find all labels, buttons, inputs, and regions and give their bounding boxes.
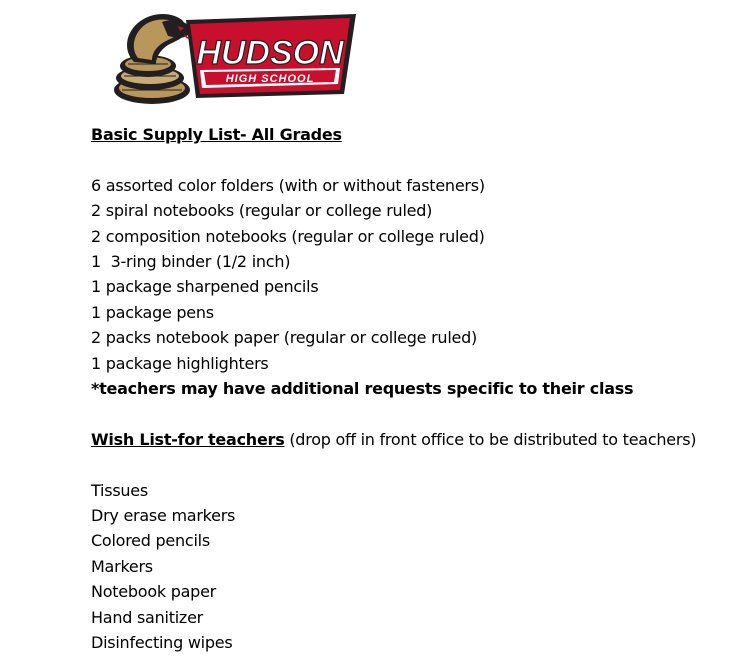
list-item: 6 assorted color folders (with or without fasteners)	[91, 175, 485, 195]
wish-list-heading: Wish List-for teachers	[91, 429, 285, 449]
hudson-logo	[112, 10, 358, 110]
list-item: Disinfecting wipes	[91, 633, 233, 653]
list-item: 1 package highlighters	[91, 353, 269, 373]
list-item: Hand sanitizer	[91, 607, 203, 627]
list-item: Notebook paper	[91, 582, 216, 602]
list-item: 1 package sharpened pencils	[91, 277, 319, 297]
list-item: 1 3-ring binder (1/2 inch)	[91, 252, 291, 272]
list-item: Tissues	[91, 480, 148, 500]
list-item: Dry erase markers	[91, 506, 236, 526]
list-item: Markers	[91, 556, 153, 576]
basic-supply-list	[91, 173, 738, 376]
list-item: 2 spiral notebooks (regular or college ruled)	[91, 201, 433, 221]
list-item: 1 package pens	[91, 302, 214, 322]
cobra-icon	[114, 14, 192, 104]
list-item: 2 packs notebook paper (regular or college ruled)	[91, 328, 478, 348]
cobra-logo-graphic	[112, 10, 358, 110]
basic-list-heading: Basic Supply List- All Grades	[91, 125, 342, 144]
wish-list-subtext: (drop off in front office to be distributed to teachers)	[289, 429, 697, 449]
list-item: Colored pencils	[91, 531, 210, 551]
teacher-note: *teachers may have additional requests specific to their class	[91, 379, 634, 399]
logo-subtitle: HIGH SCHOOL	[225, 73, 315, 85]
logo-title: HUDSON	[196, 34, 344, 72]
wish-list-header	[91, 427, 738, 452]
wish-list	[91, 478, 738, 656]
list-item: 2 composition notebooks (regular or college ruled)	[91, 226, 485, 246]
supply-document	[91, 122, 738, 655]
